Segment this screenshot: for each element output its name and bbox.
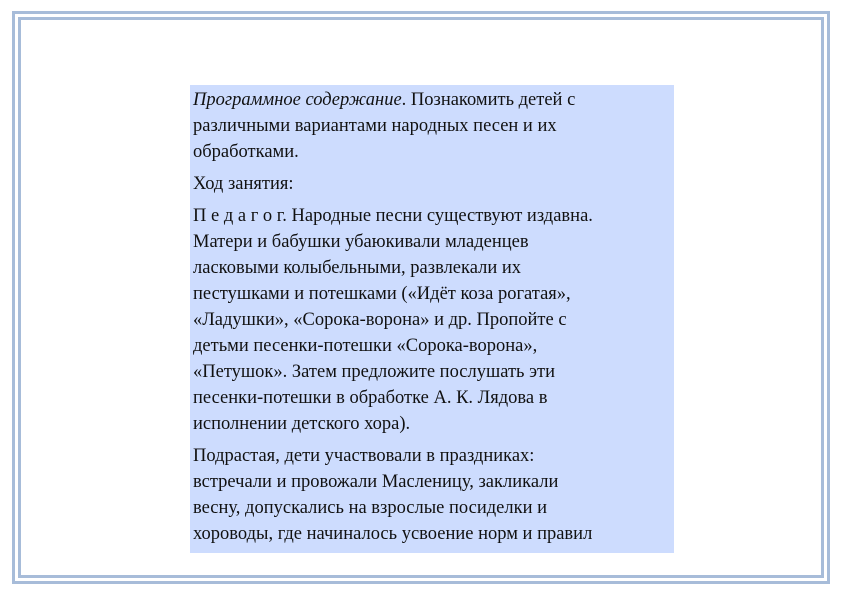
teacher-line: «Ладушки», «Сорока-ворона» и др. Пропойте с	[193, 310, 567, 330]
growing-up-line: встречали и провожали Масленицу, закликали	[193, 472, 559, 492]
program-content-line	[193, 87, 672, 113]
teacher-line: детьми песенки-потешки «Сорока-ворона»,	[193, 336, 538, 356]
program-content-paragraph	[193, 87, 672, 165]
teacher-line: пестушками и потешками («Идёт коза рогатая»,	[193, 284, 571, 304]
growing-up-line: Подрастая, дети участвовали в праздниках:	[193, 446, 535, 466]
growing-up-paragraph	[193, 443, 672, 547]
teacher-line: ласковыми колыбельными, развлекали их	[193, 258, 521, 278]
teacher-line: «Петушок». Затем предложите послушать эти	[193, 362, 556, 382]
lesson-progress-line: Ход занятия:	[193, 174, 294, 194]
teacher-line: Матери и бабушки убаюкивали младенцев	[193, 232, 529, 252]
growing-up-line: весну, допускались на взрослые посиделки и	[193, 498, 548, 518]
teacher-line: исполнении детского хора).	[193, 414, 411, 434]
program-content-heading: Программное содержание	[193, 90, 402, 110]
lesson-progress-heading	[193, 171, 672, 197]
program-content-text: . Познакомить детей с	[401, 90, 576, 110]
teacher-line: П е д а г о г. Народные песни существуют издавна.	[193, 206, 593, 226]
program-content-line: обработками.	[193, 142, 299, 162]
teacher-paragraph	[193, 203, 672, 437]
content-textbox	[190, 85, 674, 553]
program-content-line: различными вариантами народных песен и их	[193, 116, 557, 136]
growing-up-line: хороводы, где начиналось усвоение норм и правил	[193, 524, 593, 544]
teacher-line: песенки-потешки в обработке А. К. Лядова в	[193, 388, 548, 408]
